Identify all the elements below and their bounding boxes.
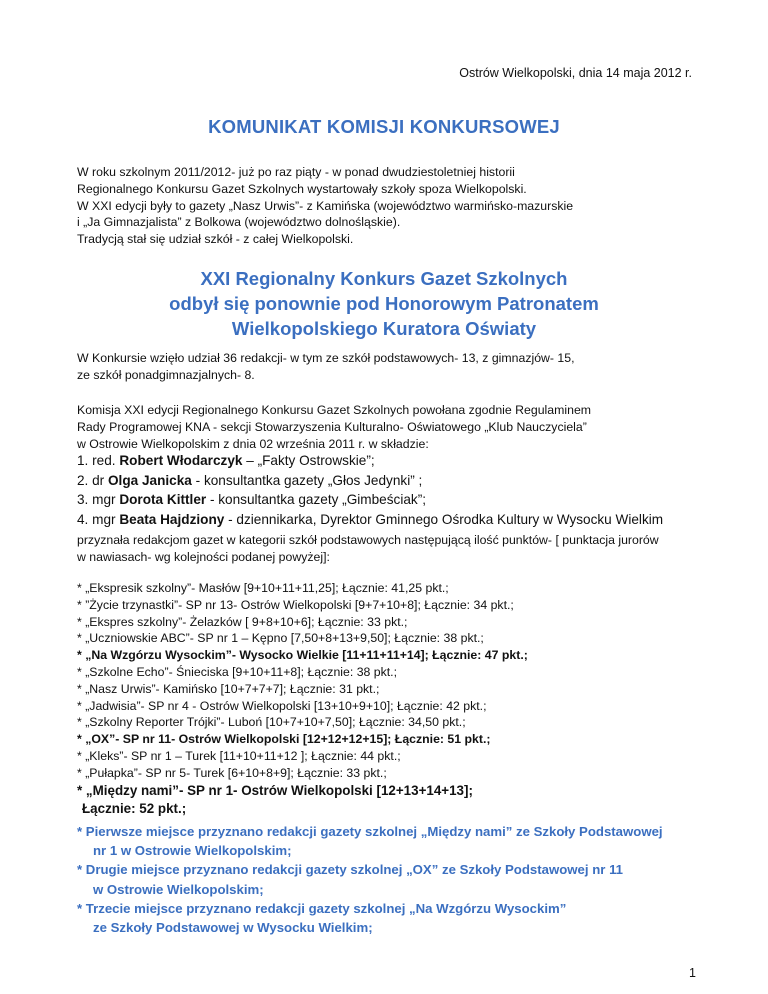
result-item: * „Jadwisia”- SP nr 4 - Ostrów Wielkopolski [13+10+9+10]; Łącznie: 42 pkt.; (77, 698, 487, 713)
intro-line: W roku szkolnym 2011/2012- już po raz piąty - w ponad dwudziestoletniej historii (77, 165, 515, 179)
result-item: * „Pułapka”- SP nr 5- Turek [6+10+8+9]; Łącznie: 33 pkt.; (77, 765, 387, 780)
winner-line: w Ostrowie Wielkopolskim; (93, 881, 264, 897)
document-title: KOMUNIKAT KOMISJI KONKURSOWEJ (208, 116, 560, 137)
page-number: 1 (689, 966, 696, 980)
jury-name: Dorota Kittler (119, 492, 207, 508)
winner-line: * Trzecie miejsce przyznano redakcji gazety szkolnej „Na Wzgórzu Wysockim” (77, 900, 567, 916)
subtitle-line: Wielkopolskiego Kuratora Oświaty (231, 318, 537, 339)
winner-line: * Pierwsze miejsce przyznano redakcji gazety szkolnej „Między nami” ze Szkoły Podstawowej (77, 824, 663, 839)
jury-member: 4. mgr Beata Hajdziony - dziennikarka, Dyrektor Gminnego Ośrodka Kultury w Wysocku Wielkim (77, 511, 664, 527)
jury-member: 2. dr Olga Janicka - konsultantka gazety „Głos Jedynki” ; (77, 472, 423, 488)
commission-line: w Ostrowie Wielkopolskim z dnia 02 września 2011 r. w składzie: (77, 436, 429, 451)
result-item: * „Ekspresik szkolny”- Masłów [9+10+11+11,25]; Łącznie: 41,25 pkt.; (77, 581, 449, 595)
commission-paragraph (77, 402, 717, 452)
intro-line: i „Ja Gimnazjalista” z Bolkowa (województwo dolnośląskie). (77, 215, 401, 230)
result-item: * „Nasz Urwis”- Kamińsko [10+7+7+7]; Łącznie: 31 pkt.; (77, 681, 380, 696)
date-line: Ostrów Wielkopolski, dnia 14 maja 2012 r. (459, 66, 692, 80)
jury-name: Beata Hajdziony (119, 511, 225, 527)
participation-paragraph (77, 350, 717, 384)
winner-line: ze Szkoły Podstawowej w Wysocku Wielkim; (93, 920, 373, 936)
top-result-total: Łącznie: 52 pkt.; (82, 801, 187, 817)
points-intro-line: w nawiasach- wg kolejności podanej powyżej]: (77, 549, 330, 564)
winners-list (77, 822, 663, 937)
result-item: * „Na Wzgórzu Wysockim”- Wysocko Wielkie [11+11+11+14]; Łącznie: 47 pkt.; (77, 648, 528, 663)
jury-name: Olga Janicka (107, 472, 192, 488)
result-item: * „OX”- SP nr 11- Ostrów Wielkopolski [12+12+12+15]; Łącznie: 51 pkt.; (77, 732, 491, 747)
winner-line: * Drugie miejsce przyznano redakcji gazety szkolnej „OX” ze Szkoły Podstawowej nr 11 (77, 862, 624, 878)
subtitle-line: XXI Regionalny Konkurs Gazet Szkolnych (200, 268, 568, 289)
subtitle-heading (0, 266, 768, 341)
intro-line: Regionalnego Konkursu Gazet Szkolnych wystartowały szkoły spoza Wielkopolski. (77, 181, 527, 196)
jury-list (77, 451, 663, 529)
commission-line: Rady Programowej KNA - sekcji Stowarzyszenia Kulturalno- Oświatowego „Klub Nauczyciela” (77, 419, 587, 434)
points-intro-line: przyznała redakcjom gazet w kategorii szkół podstawowych następującą ilość punktów- [ punktacja jurorów (77, 533, 659, 547)
participation-line: W Konkursie wzięło udział 36 redakcji- w tym ze szkół podstawowych- 13, z gimnazjów- 15, (77, 351, 575, 365)
results-list (77, 580, 528, 819)
subtitle-line: odbył się ponownie pod Honorowym Patronatem (169, 293, 599, 314)
jury-member: 3. mgr Dorota Kittler - konsultantka gazety „Gimbeściak”; (77, 492, 427, 508)
intro-line: W XXI edycji były to gazety „Nasz Urwis”- z Kamińska (województwo warmińsko-mazurskie (77, 198, 574, 213)
commission-line: Komisja XXI edycji Regionalnego Konkursu Gazet Szkolnych powołana zgodnie Regulaminem (77, 403, 592, 417)
intro-paragraph (77, 164, 717, 248)
jury-member: 1. red. Robert Włodarczyk – „Fakty Ostrowskie”; (77, 453, 375, 468)
jury-name: Robert Włodarczyk (119, 453, 243, 468)
top-result-item: * „Między nami”- SP nr 1- Ostrów Wielkopolski [12+13+14+13]; (77, 782, 473, 798)
points-intro-paragraph (77, 532, 717, 566)
intro-line: Tradycją stał się udział szkół - z całej Wielkopolski. (77, 232, 354, 247)
result-item: * „Kleks”- SP nr 1 – Turek [11+10+11+12 ]; Łącznie: 44 pkt.; (77, 748, 401, 763)
participation-line: ze szkół ponadgimnazjalnych- 8. (77, 367, 255, 382)
result-item: * „Szkolne Echo”- Śnieciska [9+10+11+8]; Łącznie: 38 pkt.; (77, 664, 398, 679)
result-item: * „Uczniowskie ABC”- SP nr 1 – Kępno [7,50+8+13+9,50]; Łącznie: 38 pkt.; (77, 631, 484, 646)
winner-line: nr 1 w Ostrowie Wielkopolskim; (93, 843, 292, 859)
result-item: * „Ekspres szkolny”- Żelazków [ 9+8+10+6]; Łącznie: 33 pkt.; (77, 614, 408, 629)
result-item: * „Szkolny Reporter Trójki”- Luboń [10+7+10+7,50]; Łącznie: 34,50 pkt.; (77, 715, 466, 730)
result-item: * ”Życie trzynastki”- SP nr 13- Ostrów Wielkopolski [9+7+10+8]; Łącznie: 34 pkt.; (77, 597, 514, 612)
